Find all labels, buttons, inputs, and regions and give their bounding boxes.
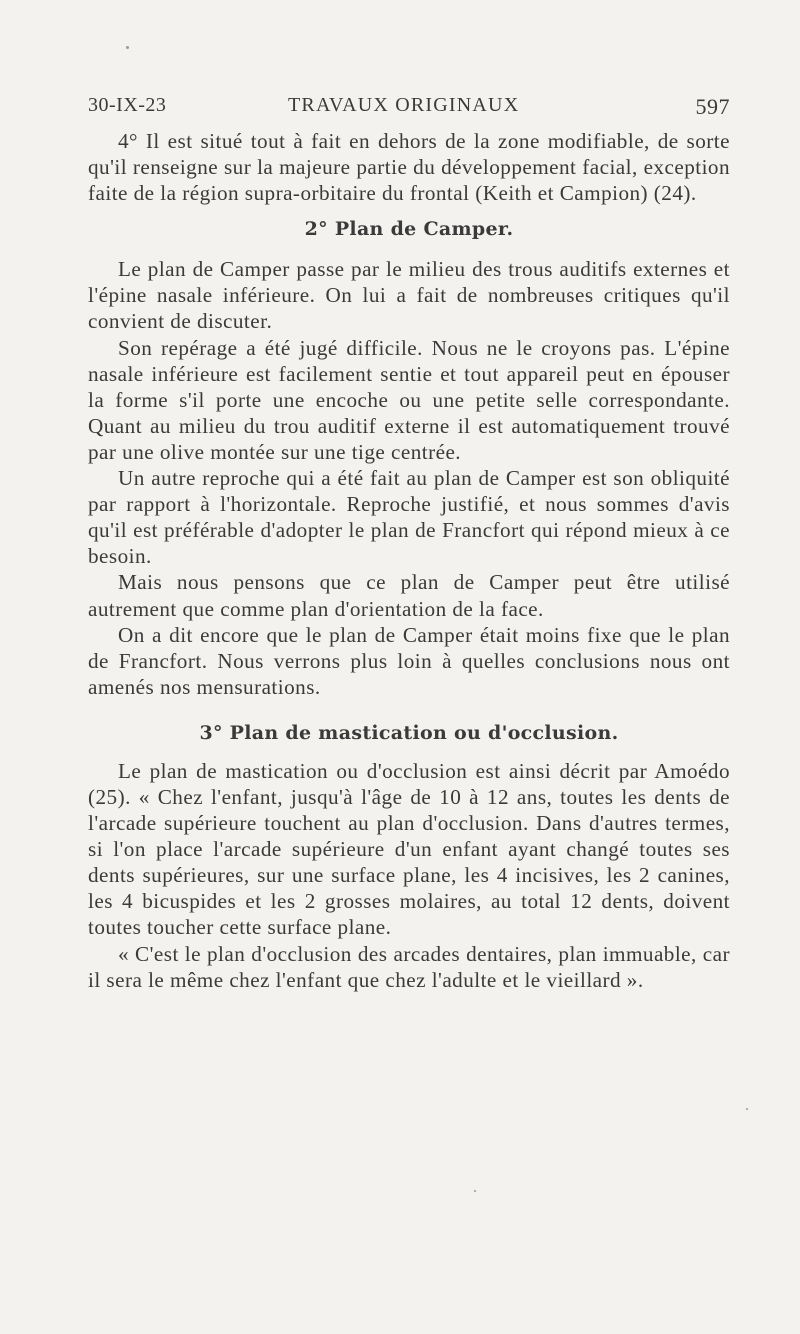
paragraph-occlusion-quote: « C'est le plan d'occlusion des arcades dentaires, plan immuable, car il sera le même chez l'enfant que chez l'adulte et le vieillard ». bbox=[88, 941, 730, 992]
paper-speck bbox=[746, 1108, 748, 1110]
paragraph-camper-obliquite: Un autre reproche qui a été fait au plan de Camper est son obliquité par rapport à l'horizontale. Reproche justifié, et nous sommes d'avis qu'il est préférable d'adopter le plan de Francfort qui répond mieux à ce besoin. bbox=[88, 466, 730, 569]
running-head bbox=[88, 94, 730, 126]
paragraph-camper-fixite: On a dit encore que le plan de Camper était moins fixe que le plan de Francfort. Nous verrons plus loin à quelles conclusions nous ont amenés nos mensurations. bbox=[88, 622, 730, 699]
paragraph-camper-reperage: Son repérage a été jugé difficile. Nous ne le croyons pas. L'épine nasale inférieure est facilement sentie et tout appareil peut en épouser la forme s'il porte une encoche ou une petite selle correspondante. Quant au milieu du trou auditif externe il est automatiquement trouvé par une olive montée sur une tige centrée. bbox=[88, 335, 730, 464]
paragraph-camper-usage: Mais nous pensons que ce plan de Camper peut être utilisé autrement que comme plan d'orientation de la face. bbox=[88, 570, 730, 621]
running-head-date: 30-IX-23 bbox=[88, 94, 167, 116]
section-heading-mastication: 3° Plan de mastication ou d'occlusion. bbox=[199, 721, 619, 744]
paragraph-point-4: 4° Il est situé tout à fait en dehors de la zone modifiable, de sorte qu'il renseigne sur la majeure partie du développement facial, exception faite de la région supra-orbitaire du frontal (Keith et Campion) (24). bbox=[88, 129, 730, 206]
article-body bbox=[88, 128, 730, 993]
section-heading-camper: 2° Plan de Camper. bbox=[304, 218, 514, 241]
page-number: 597 bbox=[695, 94, 730, 119]
paper-speck bbox=[474, 1190, 476, 1192]
paper-speck bbox=[126, 46, 129, 49]
paragraph-occlusion-amoedo: Le plan de mastication ou d'occlusion est ainsi décrit par Amoédo (25). « Chez l'enfant, jusqu'à l'âge de 10 à 12 ans, toutes les dents de l'arcade supérieure touchent au plan d'occlusion. Dans d'autres termes, si l'on place l'arcade supérieure d'un enfant ayant changé toutes ses dents supérieures, sur une surface plane, les 4 incisives, les 2 canines, les 4 bicuspides et les 2 grosses molaires, au total 12 dents, doivent toutes toucher cette surface plane. bbox=[88, 758, 730, 940]
running-head-section-title: TRAVAUX ORIGINAUX bbox=[288, 94, 520, 116]
paragraph-camper-definition: Le plan de Camper passe par le milieu des trous auditifs externes et l'épine nasale inférieure. On lui a fait de nombreuses critiques qu'il convient de discuter. bbox=[88, 257, 730, 334]
